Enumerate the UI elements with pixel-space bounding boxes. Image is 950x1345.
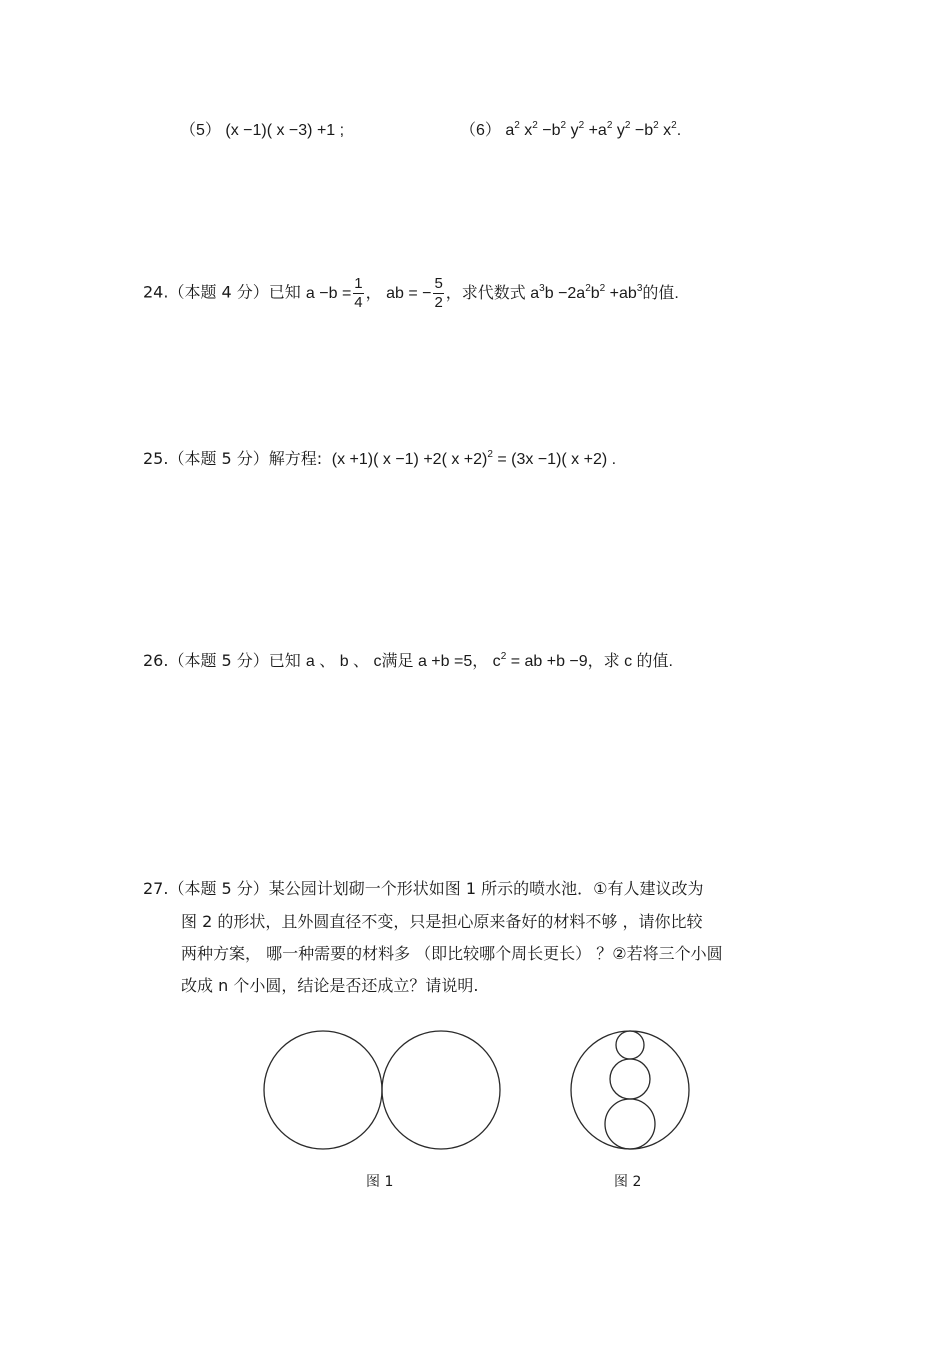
q26-expr: a 、 b 、 c满足 a +b =5， $c^2$ = ab +b −9，求 c 的值. bbox=[305, 651, 673, 670]
q27-line-2: 图 2 的形状，且外圆直径不变，只是担心原来备好的材料不够 ，请你比较 bbox=[181, 912, 703, 931]
figure-1 bbox=[264, 1031, 500, 1149]
figure-1-caption: 图 1 bbox=[366, 1174, 394, 1190]
q23-part6-label: （6） bbox=[460, 122, 501, 139]
q25-number: 25.（本题 5 分）解方程: bbox=[143, 449, 323, 468]
fraction-5-2: $\frac{5}{2}$ bbox=[434, 275, 443, 311]
q27-line-3: 两种方案， 哪一种需要的材料多 （即比较哪个周长更长） ？②若将三个小圆 bbox=[181, 944, 723, 963]
q24-number: 24.（本题 4 分）已知 bbox=[143, 282, 301, 302]
fig1-right-circle bbox=[382, 1031, 500, 1149]
figure-2-caption: 图 2 bbox=[614, 1174, 642, 1190]
q26-number: 26.（本题 5 分）已知 bbox=[143, 651, 301, 670]
fig2-small-circle-middle bbox=[610, 1059, 650, 1099]
fig1-left-circle bbox=[264, 1031, 382, 1149]
q25-equation: (x +1)( x −1) +2( x +2)$^2$ = (3x −1)( x +2) . bbox=[331, 449, 617, 468]
q23-part5-expr: (x −1)( x −3) +1 ; bbox=[225, 122, 345, 139]
fig2-small-circle-top bbox=[616, 1031, 644, 1059]
fraction-1-4: $\frac{1}{4}$ bbox=[354, 275, 363, 311]
q27-line-4: 改成 n 个小圆，结论是否还成立？请说明. bbox=[181, 976, 479, 995]
q24-expr: a −b = $\frac{1}{4}$ ， ab = − $\frac{5}{2}$ ，求代数式 $a^3b -2a^2b^2 +ab^3$的值. bbox=[305, 275, 679, 311]
fig2-outer-circle bbox=[571, 1031, 689, 1149]
fig2-small-circle-bottom bbox=[605, 1099, 655, 1149]
q23-part5-label: （5） bbox=[180, 122, 221, 139]
figure-2 bbox=[571, 1031, 689, 1149]
q27-line-1: 27.（本题 5 分）某公园计划砌一个形状如图 1 所示的喷水池．①有人建议改为 bbox=[143, 879, 704, 898]
q23-part6-expr: $a^2$ $x^2 -b^2$ $y^2 +a^2$ $y^2 -b^2$ $x^2$. bbox=[505, 120, 682, 139]
